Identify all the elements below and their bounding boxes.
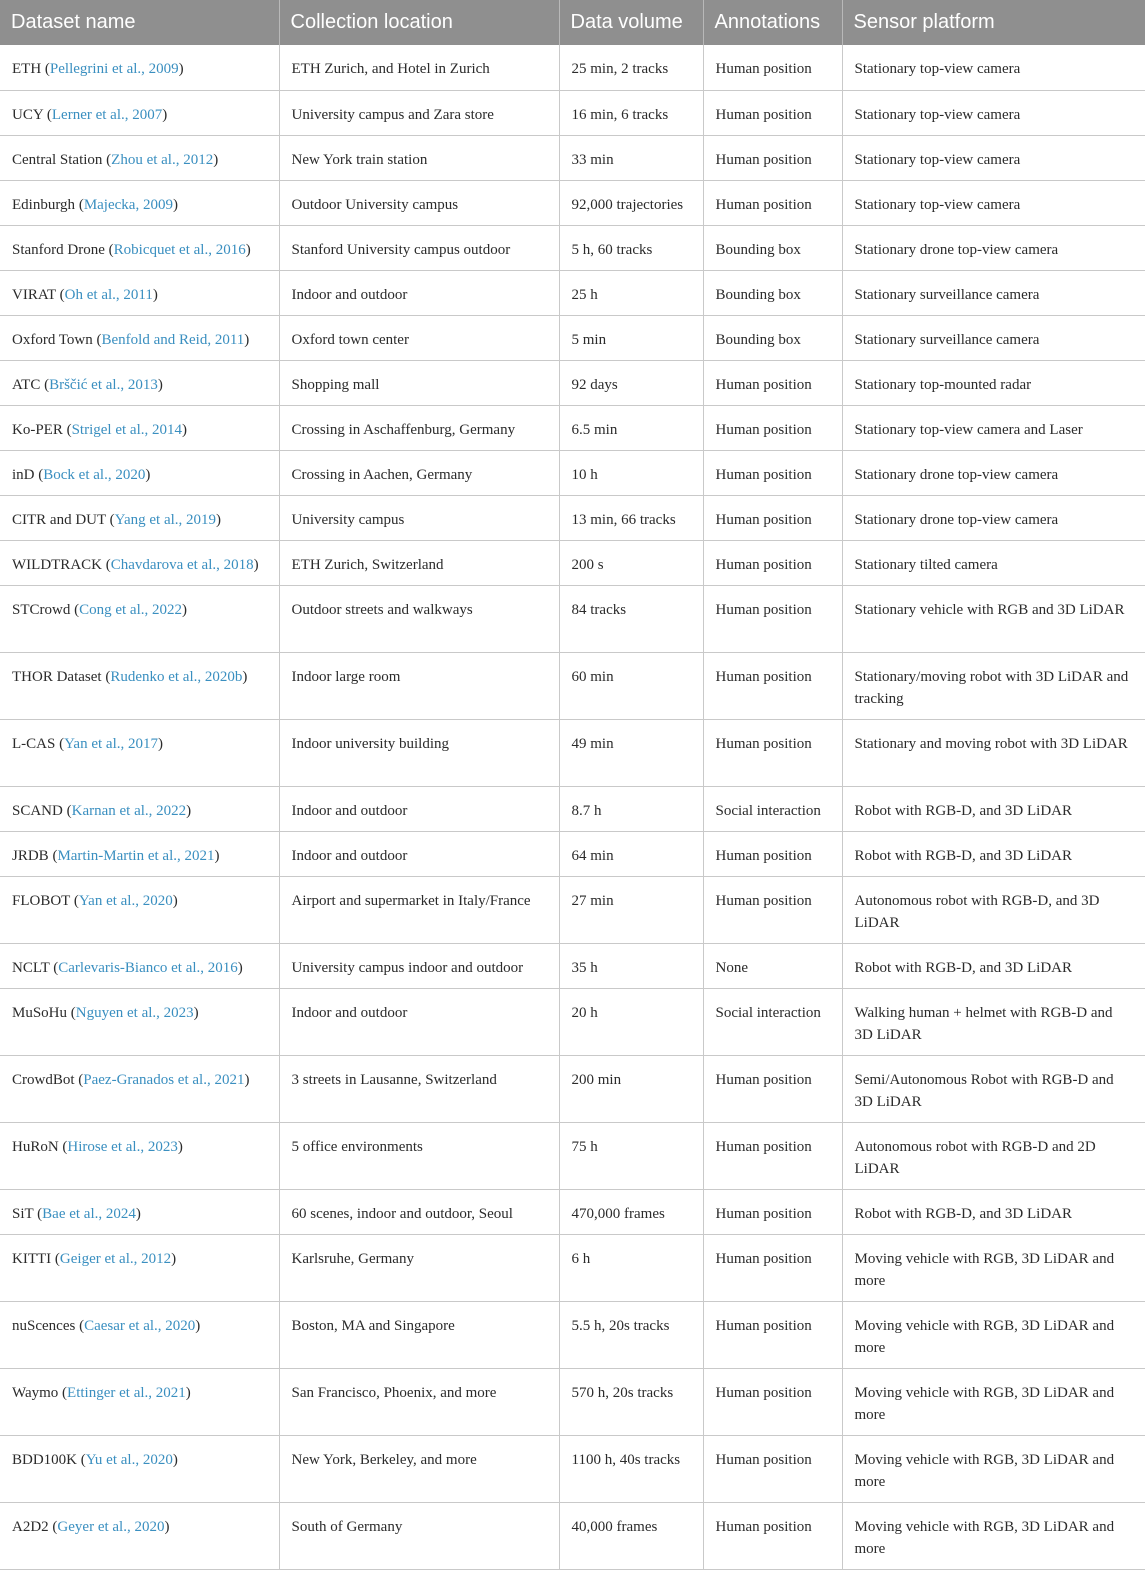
cell-sensor-platform: Moving vehicle with RGB, 3D LiDAR and more (842, 1234, 1145, 1301)
citation-link[interactable]: Zhou et al., 2012 (111, 151, 214, 168)
dataset-name: Ko-PER (12, 421, 63, 438)
cell-sensor-platform: Robot with RGB-D, and 3D LiDAR (842, 1189, 1145, 1234)
cell-sensor-platform: Stationary surveillance camera (842, 270, 1145, 315)
cell-sensor-platform: Stationary top-view camera and Laser (842, 405, 1145, 450)
cell-sensor-platform: Stationary drone top-view camera (842, 450, 1145, 495)
cell-dataset-name: BDD100K (Yu et al., 2020) (0, 1435, 279, 1502)
cell-annotations: Social interaction (703, 988, 842, 1055)
cell-collection-location: 3 streets in Lausanne, Switzerland (279, 1055, 559, 1122)
cell-sensor-platform: Autonomous robot with RGB-D, and 3D LiDAR (842, 876, 1145, 943)
cell-dataset-name: Central Station (Zhou et al., 2012) (0, 135, 279, 180)
cell-collection-location: 5 office environments (279, 1122, 559, 1189)
table-row (0, 405, 1145, 450)
dataset-name: A2D2 (12, 1518, 49, 1535)
dataset-name: CITR and DUT (12, 511, 106, 528)
table-row (0, 1368, 1145, 1435)
dataset-name: inD (12, 466, 35, 483)
cell-dataset-name: ATC (Brščić et al., 2013) (0, 360, 279, 405)
cell-annotations: Human position (703, 652, 842, 719)
table-row (0, 786, 1145, 831)
cell-dataset-name: MuSoHu (Nguyen et al., 2023) (0, 988, 279, 1055)
dataset-name: Central Station (12, 151, 103, 168)
cell-dataset-name: UCY (Lerner et al., 2007) (0, 90, 279, 135)
cell-sensor-platform: Moving vehicle with RGB, 3D LiDAR and more (842, 1301, 1145, 1368)
cell-collection-location: University campus indoor and outdoor (279, 943, 559, 988)
table-row (0, 540, 1145, 585)
dataset-name: WILDTRACK (12, 556, 102, 573)
cell-collection-location: Shopping mall (279, 360, 559, 405)
cell-annotations: Human position (703, 450, 842, 495)
cell-collection-location: Indoor and outdoor (279, 831, 559, 876)
cell-collection-location: Indoor and outdoor (279, 988, 559, 1055)
cell-dataset-name: SiT (Bae et al., 2024) (0, 1189, 279, 1234)
header-collection-location: Collection location (279, 0, 559, 45)
cell-annotations: Human position (703, 831, 842, 876)
dataset-name: KITTI (12, 1250, 52, 1267)
cell-annotations: Human position (703, 1435, 842, 1502)
cell-sensor-platform: Stationary tilted camera (842, 540, 1145, 585)
table-row (0, 831, 1145, 876)
citation-link[interactable]: Yang et al., 2019 (114, 511, 217, 528)
cell-sensor-platform: Moving vehicle with RGB, 3D LiDAR and more (842, 1502, 1145, 1569)
cell-annotations: Human position (703, 405, 842, 450)
cell-sensor-platform: Semi/Autonomous Robot with RGB-D and 3D LiDAR (842, 1055, 1145, 1122)
dataset-name: THOR Dataset (12, 668, 102, 685)
citation-link[interactable]: Chavdarova et al., 2018 (110, 556, 254, 573)
cell-dataset-name: JRDB (Martin-Martin et al., 2021) (0, 831, 279, 876)
cell-data-volume: 1100 h, 40s tracks (559, 1435, 703, 1502)
table-row (0, 135, 1145, 180)
cell-sensor-platform: Stationary drone top-view camera (842, 495, 1145, 540)
cell-collection-location: Karlsruhe, Germany (279, 1234, 559, 1301)
dataset-name: JRDB (12, 847, 49, 864)
cell-annotations: Human position (703, 135, 842, 180)
cell-annotations: Social interaction (703, 786, 842, 831)
citation-link[interactable]: Cong et al., 2022 (79, 601, 182, 618)
citation-link[interactable]: Yan et al., 2017 (64, 735, 158, 752)
citation-link[interactable]: Karnan et al., 2022 (71, 802, 187, 819)
cell-data-volume: 6.5 min (559, 405, 703, 450)
cell-sensor-platform: Robot with RGB-D, and 3D LiDAR (842, 943, 1145, 988)
cell-data-volume: 49 min (559, 719, 703, 786)
cell-collection-location: University campus and Zara store (279, 90, 559, 135)
table-row (0, 1122, 1145, 1189)
table-row (0, 988, 1145, 1055)
dataset-name: MuSoHu (12, 1004, 68, 1021)
cell-dataset-name: Waymo (Ettinger et al., 2021) (0, 1368, 279, 1435)
table-row (0, 652, 1145, 719)
cell-annotations: Human position (703, 1368, 842, 1435)
table-row (0, 1435, 1145, 1502)
cell-annotations: Human position (703, 495, 842, 540)
cell-data-volume: 570 h, 20s tracks (559, 1368, 703, 1435)
header-dataset-name: Dataset name (0, 0, 279, 45)
cell-data-volume: 25 min, 2 tracks (559, 45, 703, 90)
cell-data-volume: 6 h (559, 1234, 703, 1301)
cell-data-volume: 33 min (559, 135, 703, 180)
citation-link[interactable]: Oh et al., 2011 (64, 286, 153, 303)
cell-dataset-name: SCAND (Karnan et al., 2022) (0, 786, 279, 831)
dataset-name: SCAND (12, 802, 63, 819)
cell-sensor-platform: Stationary top-view camera (842, 135, 1145, 180)
cell-dataset-name: THOR Dataset (Rudenko et al., 2020b) (0, 652, 279, 719)
citation-link[interactable]: Geiger et al., 2012 (59, 1250, 172, 1267)
cell-data-volume: 5 h, 60 tracks (559, 225, 703, 270)
citation-link[interactable]: Martin-Martin et al., 2021 (57, 847, 215, 864)
cell-dataset-name: Ko-PER (Strigel et al., 2014) (0, 405, 279, 450)
cell-sensor-platform: Robot with RGB-D, and 3D LiDAR (842, 786, 1145, 831)
cell-annotations: Human position (703, 1055, 842, 1122)
header-sensor-platform: Sensor platform (842, 0, 1145, 45)
dataset-name: SiT (12, 1205, 34, 1222)
cell-sensor-platform: Walking human + helmet with RGB-D and 3D LiDAR (842, 988, 1145, 1055)
dataset-name: FLOBOT (12, 892, 71, 909)
cell-annotations: Human position (703, 719, 842, 786)
cell-collection-location: ETH Zurich, and Hotel in Zurich (279, 45, 559, 90)
citation-link[interactable]: Ettinger et al., 2021 (67, 1384, 186, 1401)
cell-collection-location: Crossing in Aschaffenburg, Germany (279, 405, 559, 450)
citation-link[interactable]: Pellegrini et al., 2009 (49, 61, 179, 77)
cell-collection-location: Indoor and outdoor (279, 786, 559, 831)
dataset-name: BDD100K (12, 1451, 78, 1468)
cell-dataset-name: ETH (Pellegrini et al., 2009) (0, 45, 279, 90)
table-header (0, 0, 1145, 45)
cell-sensor-platform: Moving vehicle with RGB, 3D LiDAR and more (842, 1435, 1145, 1502)
table-row (0, 495, 1145, 540)
cell-collection-location: Crossing in Aachen, Germany (279, 450, 559, 495)
cell-data-volume: 60 min (559, 652, 703, 719)
cell-data-volume: 20 h (559, 988, 703, 1055)
cell-data-volume: 13 min, 66 tracks (559, 495, 703, 540)
cell-dataset-name: nuScences (Caesar et al., 2020) (0, 1301, 279, 1368)
cell-dataset-name: VIRAT (Oh et al., 2011) (0, 270, 279, 315)
cell-dataset-name: Edinburgh (Majecka, 2009) (0, 180, 279, 225)
cell-data-volume: 84 tracks (559, 585, 703, 652)
table-row (0, 360, 1145, 405)
cell-annotations: Human position (703, 1502, 842, 1569)
cell-annotations: Bounding box (703, 315, 842, 360)
cell-collection-location: Outdoor University campus (279, 180, 559, 225)
table-row (0, 450, 1145, 495)
table-row (0, 876, 1145, 943)
table-row (0, 45, 1145, 90)
cell-dataset-name: A2D2 (Geyer et al., 2020) (0, 1502, 279, 1569)
cell-sensor-platform: Stationary vehicle with RGB and 3D LiDAR (842, 585, 1145, 652)
cell-sensor-platform: Robot with RGB-D, and 3D LiDAR (842, 831, 1145, 876)
citation-link[interactable]: Rudenko et al., 2020b (110, 668, 243, 685)
table-row (0, 943, 1145, 988)
cell-dataset-name: L-CAS (Yan et al., 2017) (0, 719, 279, 786)
cell-dataset-name: CrowdBot (Paez-Granados et al., 2021) (0, 1055, 279, 1122)
citation-link[interactable]: Brščić et al., 2013 (49, 376, 158, 393)
cell-dataset-name: inD (Bock et al., 2020) (0, 450, 279, 495)
cell-annotations: Human position (703, 1122, 842, 1189)
cell-dataset-name: KITTI (Geiger et al., 2012) (0, 1234, 279, 1301)
cell-data-volume: 5 min (559, 315, 703, 360)
cell-sensor-platform: Stationary top-view camera (842, 45, 1145, 90)
citation-link[interactable]: Hirose et al., 2023 (67, 1138, 178, 1155)
cell-sensor-platform: Stationary surveillance camera (842, 315, 1145, 360)
cell-dataset-name: Oxford Town (Benfold and Reid, 2011) (0, 315, 279, 360)
cell-dataset-name: Stanford Drone (Robicquet et al., 2016) (0, 225, 279, 270)
citation-link[interactable]: Yan et al., 2020 (78, 892, 173, 909)
cell-sensor-platform: Stationary top-mounted radar (842, 360, 1145, 405)
cell-annotations: Human position (703, 585, 842, 652)
cell-data-volume: 92 days (559, 360, 703, 405)
citation-link[interactable]: Paez-Granados et al., 2021 (83, 1071, 245, 1088)
cell-data-volume: 92,000 trajectories (559, 180, 703, 225)
cell-annotations: Human position (703, 1189, 842, 1234)
cell-annotations: Human position (703, 90, 842, 135)
cell-annotations: Human position (703, 1234, 842, 1301)
cell-data-volume: 8.7 h (559, 786, 703, 831)
cell-collection-location: 60 scenes, indoor and outdoor, Seoul (279, 1189, 559, 1234)
cell-dataset-name: WILDTRACK (Chavdarova et al., 2018) (0, 540, 279, 585)
citation-link[interactable]: Strigel et al., 2014 (71, 421, 182, 438)
dataset-name: STCrowd (12, 601, 71, 618)
dataset-name: NCLT (12, 959, 50, 976)
citation-link[interactable]: Lerner et al., 2007 (51, 106, 163, 123)
cell-collection-location: San Francisco, Phoenix, and more (279, 1368, 559, 1435)
cell-data-volume: 27 min (559, 876, 703, 943)
dataset-name: Oxford Town (12, 331, 93, 348)
table-row (0, 90, 1145, 135)
cell-sensor-platform: Stationary/moving robot with 3D LiDAR and tracking (842, 652, 1145, 719)
cell-annotations: Human position (703, 876, 842, 943)
cell-collection-location: Stanford University campus outdoor (279, 225, 559, 270)
cell-annotations: Bounding box (703, 270, 842, 315)
dataset-name: Stanford Drone (12, 241, 105, 258)
table-row (0, 719, 1145, 786)
cell-dataset-name: STCrowd (Cong et al., 2022) (0, 585, 279, 652)
dataset-name: CrowdBot (12, 1071, 75, 1088)
citation-link[interactable]: Carlevaris-Bianco et al., 2016 (58, 959, 238, 976)
cell-collection-location: Boston, MA and Singapore (279, 1301, 559, 1368)
table-row (0, 1055, 1145, 1122)
citation-link[interactable]: Benfold and Reid, 2011 (101, 331, 245, 348)
cell-collection-location: Outdoor streets and walkways (279, 585, 559, 652)
table-body (0, 45, 1145, 1569)
cell-collection-location: Indoor and outdoor (279, 270, 559, 315)
dataset-name: UCY (12, 106, 44, 123)
cell-data-volume: 64 min (559, 831, 703, 876)
cell-collection-location: New York, Berkeley, and more (279, 1435, 559, 1502)
cell-data-volume: 5.5 h, 20s tracks (559, 1301, 703, 1368)
cell-collection-location: Airport and supermarket in Italy/France (279, 876, 559, 943)
cell-annotations: None (703, 943, 842, 988)
cell-annotations: Bounding box (703, 225, 842, 270)
citation-link[interactable]: Robicquet et al., 2016 (113, 241, 246, 258)
cell-dataset-name: FLOBOT (Yan et al., 2020) (0, 876, 279, 943)
cell-annotations: Human position (703, 1301, 842, 1368)
citation-link[interactable]: Nguyen et al., 2023 (75, 1004, 194, 1021)
cell-data-volume: 470,000 frames (559, 1189, 703, 1234)
cell-data-volume: 75 h (559, 1122, 703, 1189)
table-row (0, 1189, 1145, 1234)
dataset-name: HuRoN (12, 1138, 59, 1155)
cell-data-volume: 40,000 frames (559, 1502, 703, 1569)
cell-data-volume: 25 h (559, 270, 703, 315)
header-row (0, 0, 1145, 45)
cell-collection-location: ETH Zurich, Switzerland (279, 540, 559, 585)
table-row (0, 1502, 1145, 1569)
cell-sensor-platform: Stationary drone top-view camera (842, 225, 1145, 270)
table-row (0, 1234, 1145, 1301)
table-row (0, 585, 1145, 652)
cell-annotations: Human position (703, 540, 842, 585)
cell-collection-location: New York train station (279, 135, 559, 180)
table-row (0, 225, 1145, 270)
citation-link[interactable]: Caesar et al., 2020 (84, 1317, 196, 1334)
cell-annotations: Human position (703, 45, 842, 90)
citation-link[interactable]: Majecka, 2009 (83, 196, 173, 213)
cell-data-volume: 200 s (559, 540, 703, 585)
cell-collection-location: Indoor large room (279, 652, 559, 719)
cell-collection-location: University campus (279, 495, 559, 540)
cell-annotations: Human position (703, 360, 842, 405)
cell-data-volume: 35 h (559, 943, 703, 988)
dataset-name: ATC (12, 376, 41, 393)
table-row (0, 1301, 1145, 1368)
cell-sensor-platform: Autonomous robot with RGB-D and 2D LiDAR (842, 1122, 1145, 1189)
cell-annotations: Human position (703, 180, 842, 225)
cell-collection-location: Oxford town center (279, 315, 559, 360)
dataset-name: Edinburgh (12, 196, 76, 213)
cell-dataset-name: CITR and DUT (Yang et al., 2019) (0, 495, 279, 540)
citation-link[interactable]: Geyer et al., 2020 (57, 1518, 165, 1535)
dataset-name: L-CAS (12, 735, 56, 752)
cell-sensor-platform: Stationary and moving robot with 3D LiDAR (842, 719, 1145, 786)
header-annotations: Annotations (703, 0, 842, 45)
cell-dataset-name: NCLT (Carlevaris-Bianco et al., 2016) (0, 943, 279, 988)
cell-data-volume: 16 min, 6 tracks (559, 90, 703, 135)
cell-dataset-name: HuRoN (Hirose et al., 2023) (0, 1122, 279, 1189)
dataset-name: VIRAT (12, 286, 56, 303)
dataset-name: Waymo (12, 1384, 59, 1401)
citation-link[interactable]: Bae et al., 2024 (42, 1205, 136, 1222)
header-data-volume: Data volume (559, 0, 703, 45)
dataset-name: nuScences (12, 1317, 76, 1334)
cell-sensor-platform: Moving vehicle with RGB, 3D LiDAR and more (842, 1368, 1145, 1435)
cell-data-volume: 10 h (559, 450, 703, 495)
table-row (0, 180, 1145, 225)
table-row (0, 315, 1145, 360)
cell-collection-location: Indoor university building (279, 719, 559, 786)
table-row (0, 270, 1145, 315)
citation-link[interactable]: Yu et al., 2020 (85, 1451, 173, 1468)
cell-sensor-platform: Stationary top-view camera (842, 180, 1145, 225)
dataset-name: ETH (12, 61, 42, 77)
cell-collection-location: South of Germany (279, 1502, 559, 1569)
cell-sensor-platform: Stationary top-view camera (842, 90, 1145, 135)
cell-data-volume: 200 min (559, 1055, 703, 1122)
citation-link[interactable]: Bock et al., 2020 (43, 466, 146, 483)
